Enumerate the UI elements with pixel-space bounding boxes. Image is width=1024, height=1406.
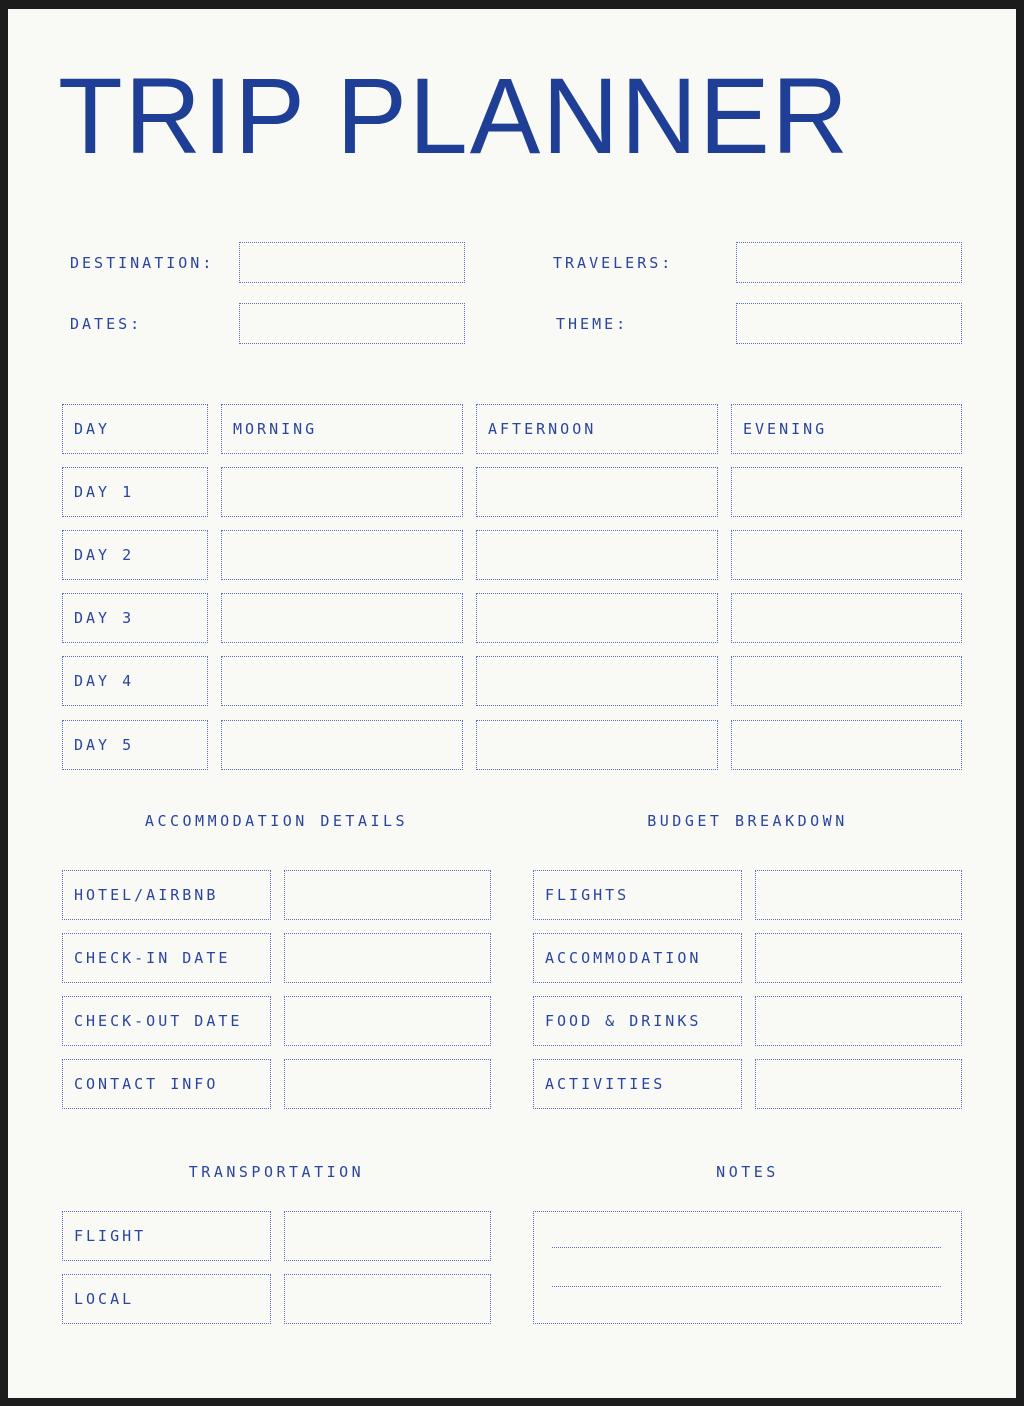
day-3-label: DAY 3 xyxy=(62,593,208,643)
transportation-local-field[interactable] xyxy=(284,1274,491,1324)
notes-line xyxy=(552,1247,941,1248)
accommodation-checkout-label: CHECK-OUT DATE xyxy=(62,996,271,1046)
accommodation-hotel-field[interactable] xyxy=(284,870,491,920)
day-2-morning-cell[interactable] xyxy=(221,530,463,580)
accommodation-checkin-field[interactable] xyxy=(284,933,491,983)
header-day: DAY xyxy=(62,404,208,454)
header-afternoon: AFTERNOON xyxy=(476,404,718,454)
day-1-evening-cell[interactable] xyxy=(731,467,962,517)
budget-accommodation-field[interactable] xyxy=(755,933,962,983)
header-evening: EVENING xyxy=(731,404,962,454)
theme-field[interactable] xyxy=(736,303,962,344)
budget-accommodation-label: ACCOMMODATION xyxy=(533,933,742,983)
accommodation-checkout-field[interactable] xyxy=(284,996,491,1046)
destination-field[interactable] xyxy=(239,242,465,283)
day-2-label: DAY 2 xyxy=(62,530,208,580)
day-5-morning-cell[interactable] xyxy=(221,720,463,770)
travelers-field[interactable] xyxy=(736,242,962,283)
day-4-label: DAY 4 xyxy=(62,656,208,706)
notes-box[interactable] xyxy=(533,1211,962,1324)
day-3-evening-cell[interactable] xyxy=(731,593,962,643)
day-2-afternoon-cell[interactable] xyxy=(476,530,718,580)
notes-heading: NOTES xyxy=(716,1163,779,1181)
day-4-afternoon-cell[interactable] xyxy=(476,656,718,706)
dates-label: DATES: xyxy=(70,315,143,333)
day-3-morning-cell[interactable] xyxy=(221,593,463,643)
day-4-evening-cell[interactable] xyxy=(731,656,962,706)
header-morning: MORNING xyxy=(221,404,463,454)
destination-label: DESTINATION: xyxy=(70,254,215,272)
budget-food-field[interactable] xyxy=(755,996,962,1046)
day-3-afternoon-cell[interactable] xyxy=(476,593,718,643)
transportation-flight-label: FLIGHT xyxy=(62,1211,271,1261)
budget-heading: BUDGET BREAKDOWN xyxy=(647,812,848,830)
transportation-flight-field[interactable] xyxy=(284,1211,491,1261)
accommodation-checkin-label: CHECK-IN DATE xyxy=(62,933,271,983)
budget-activities-label: ACTIVITIES xyxy=(533,1059,742,1109)
budget-activities-field[interactable] xyxy=(755,1059,962,1109)
day-4-morning-cell[interactable] xyxy=(221,656,463,706)
dates-field[interactable] xyxy=(239,303,465,344)
budget-food-label: FOOD & DRINKS xyxy=(533,996,742,1046)
budget-flights-field[interactable] xyxy=(755,870,962,920)
page-title: TRIP PLANNER xyxy=(58,55,851,176)
day-5-evening-cell[interactable] xyxy=(731,720,962,770)
transportation-heading: TRANSPORTATION xyxy=(188,1163,365,1181)
day-1-morning-cell[interactable] xyxy=(221,467,463,517)
day-5-label: DAY 5 xyxy=(62,720,208,770)
notes-line xyxy=(552,1286,941,1287)
accommodation-heading: ACCOMMODATION DETAILS xyxy=(144,812,409,830)
day-1-afternoon-cell[interactable] xyxy=(476,467,718,517)
transportation-local-label: LOCAL xyxy=(62,1274,271,1324)
accommodation-hotel-label: HOTEL/AIRBNB xyxy=(62,870,271,920)
accommodation-contact-label: CONTACT INFO xyxy=(62,1059,271,1109)
budget-flights-label: FLIGHTS xyxy=(533,870,742,920)
theme-label: THEME: xyxy=(556,315,629,333)
day-2-evening-cell[interactable] xyxy=(731,530,962,580)
accommodation-contact-field[interactable] xyxy=(284,1059,491,1109)
day-1-label: DAY 1 xyxy=(62,467,208,517)
travelers-label: TRAVELERS: xyxy=(553,254,674,272)
day-5-afternoon-cell[interactable] xyxy=(476,720,718,770)
